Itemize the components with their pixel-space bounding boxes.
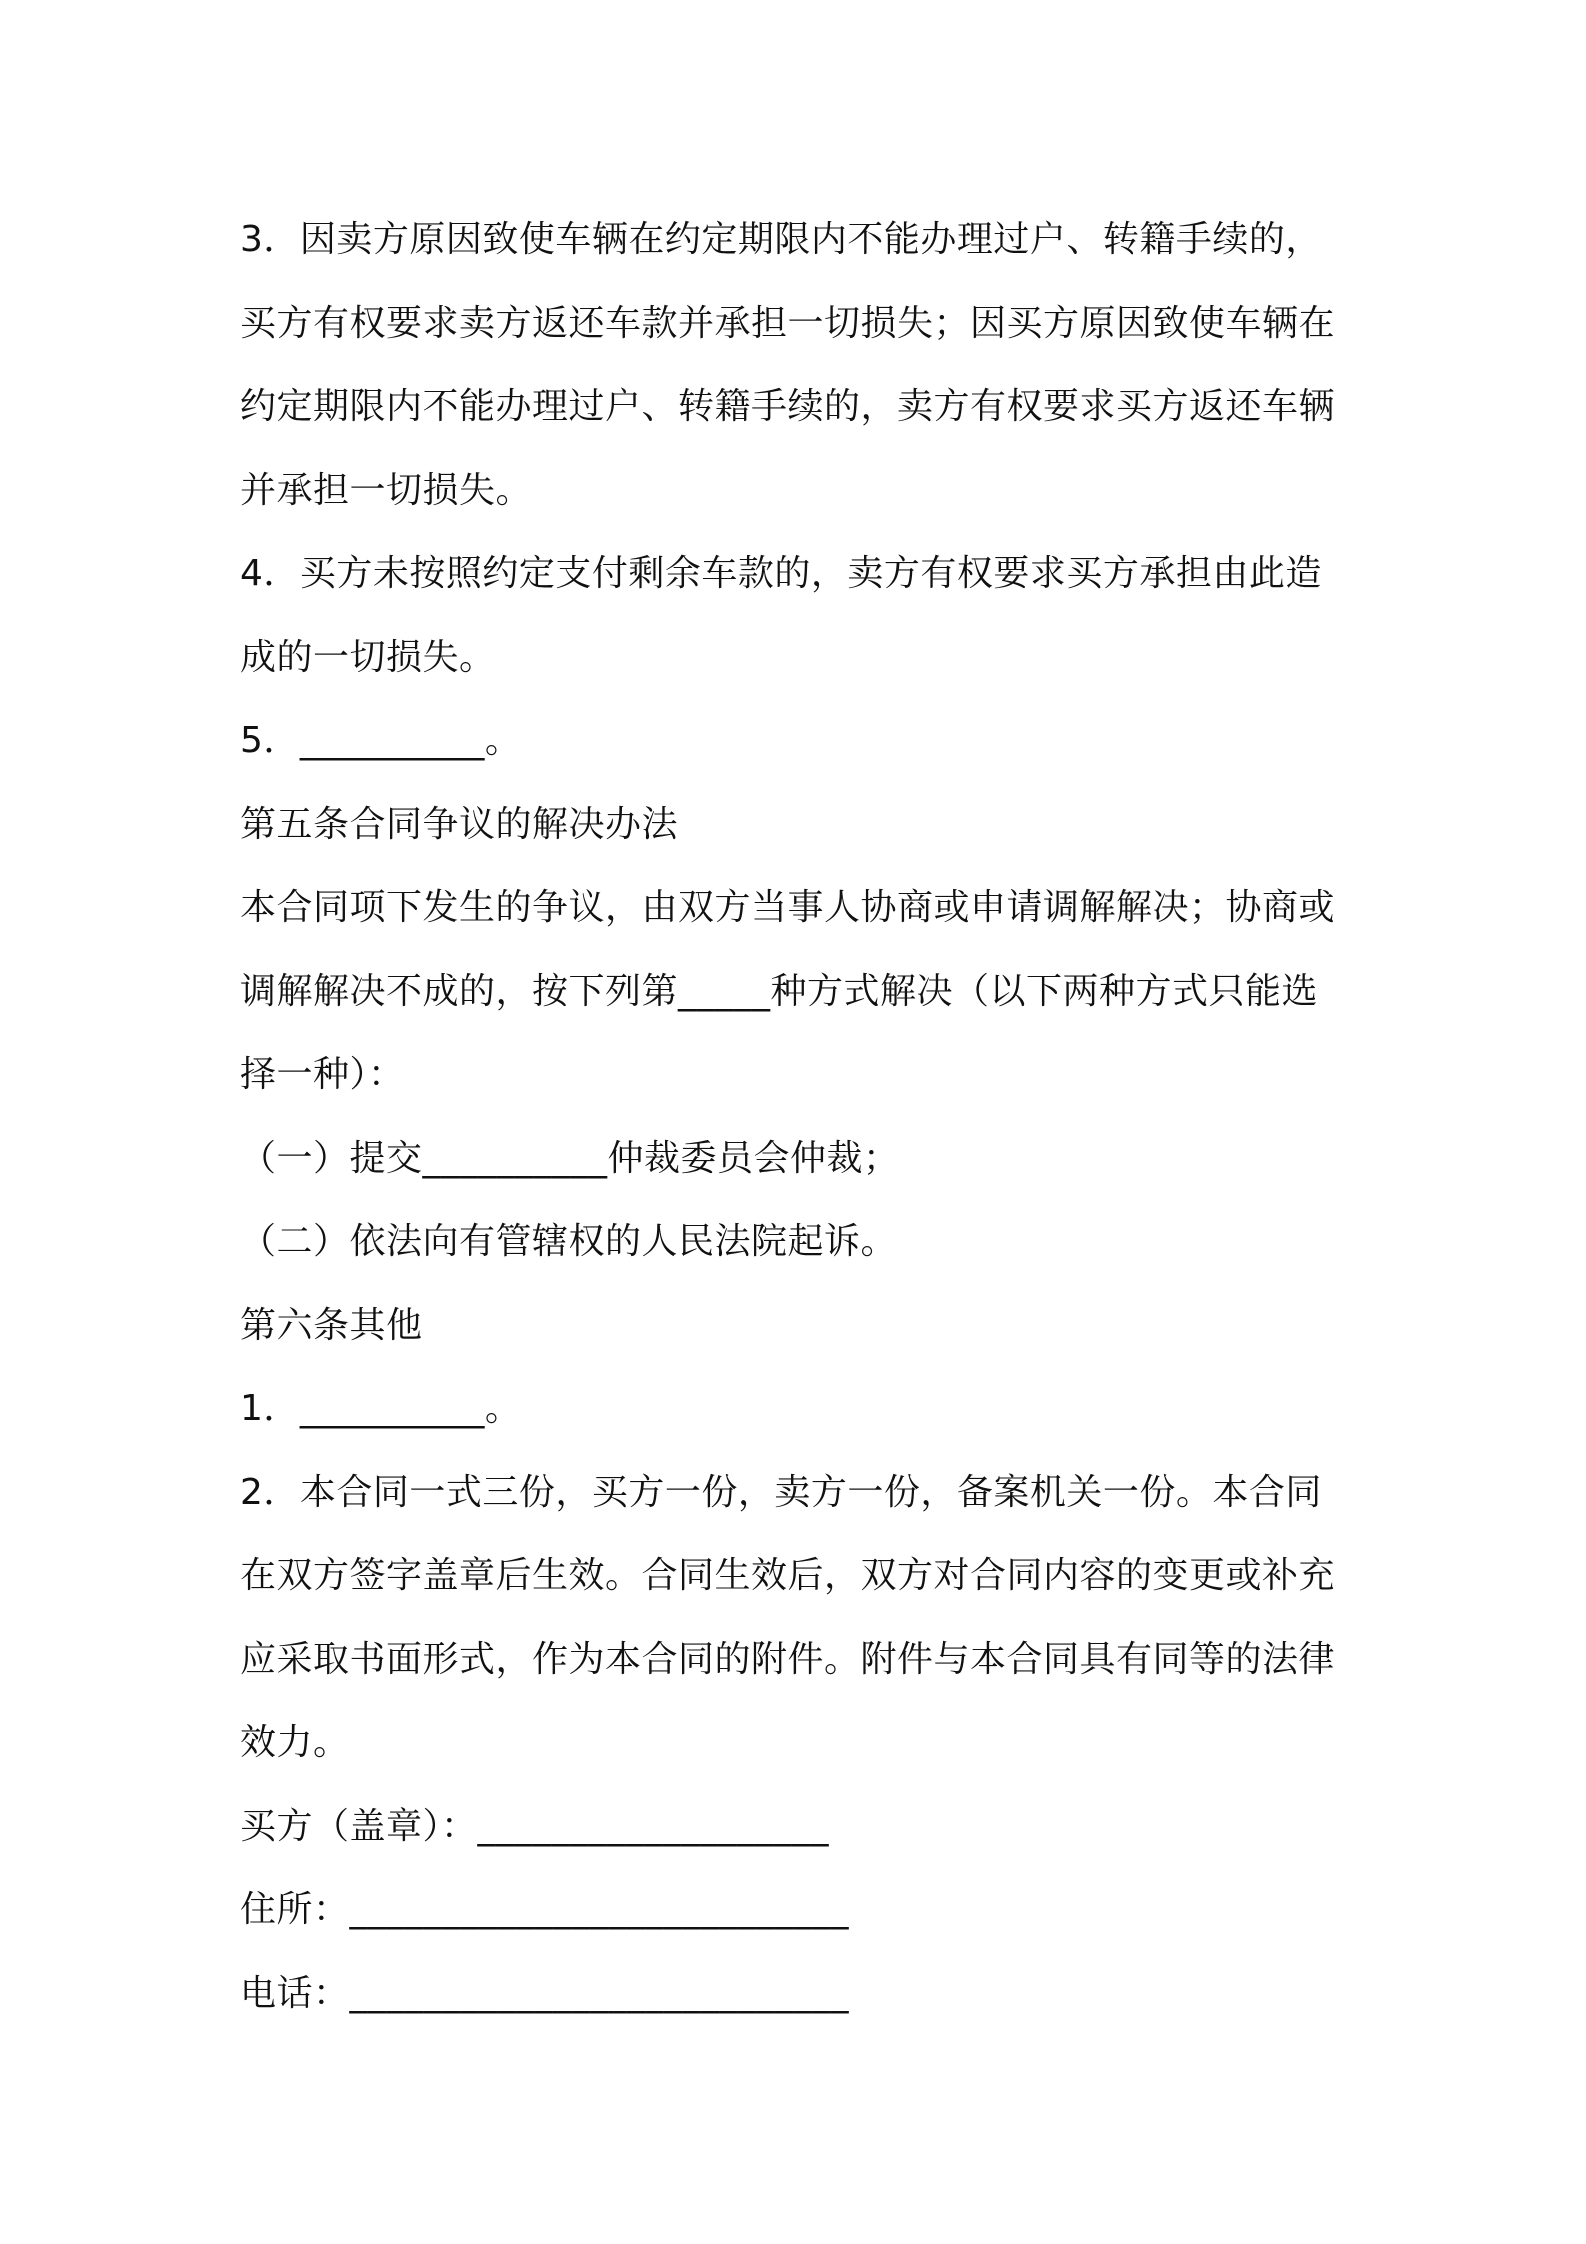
clause-3-line-2: 买方有权要求卖方返还车款并承担一切损失；因买方原因致使车辆在 (240, 302, 1336, 344)
other-clause-2-line-3: 应采取书面形式，作为本合同的附件。附件与本合同具有同等的法律 (240, 1638, 1336, 1680)
other-clause-2-line-4: 效力。 (240, 1722, 350, 1763)
article-6-heading: 第六条其他 (240, 1304, 423, 1346)
buyer-seal-field: 买方（盖章）：___________________ (240, 1805, 830, 1847)
other-clause-2-line-2: 在双方签字盖章后生效。合同生效后，双方对合同内容的变更或补充 (240, 1555, 1336, 1596)
address-field: 住所：___________________________ (240, 1889, 850, 1930)
dispute-line-1: 本合同项下发生的争议，由双方当事人协商或申请调解解决；协商或 (240, 887, 1336, 928)
other-clause-2-line-1: 2．本合同一式三份，买方一份，卖方一份，备案机关一份。本合同 (240, 1471, 1322, 1513)
article-5-heading: 第五条合同争议的解决办法 (240, 803, 679, 845)
clause-5-blank: 5．__________。 (240, 720, 522, 761)
clause-4-line-1: 4．买方未按照约定支付剩余车款的，卖方有权要求买方承担由此造 (240, 553, 1322, 594)
dispute-line-2: 调解解决不成的，按下列第_____种方式解决（以下两种方式只能选 (240, 970, 1319, 1012)
clause-4-line-2: 成的一切损失。 (240, 636, 496, 678)
phone-field: 电话：___________________________ (240, 1972, 850, 2014)
other-clause-1: 1．__________。 (240, 1388, 522, 1429)
clause-3-line-4: 并承担一切损失。 (240, 469, 533, 511)
clause-3-line-3: 约定期限内不能办理过户、转籍手续的，卖方有权要求买方返还车辆 (240, 386, 1336, 427)
dispute-line-3: 择一种）： (240, 1054, 405, 1095)
contract-text (240, 198, 1360, 2035)
dispute-option-2: （二）依法向有管辖权的人民法院起诉。 (240, 1221, 898, 1262)
dispute-option-1: （一）提交__________仲裁委员会仲裁； (240, 1137, 900, 1179)
clause-3-line-1: 3．因卖方原因致使车辆在约定期限内不能办理过户、转籍手续的， (240, 219, 1322, 260)
